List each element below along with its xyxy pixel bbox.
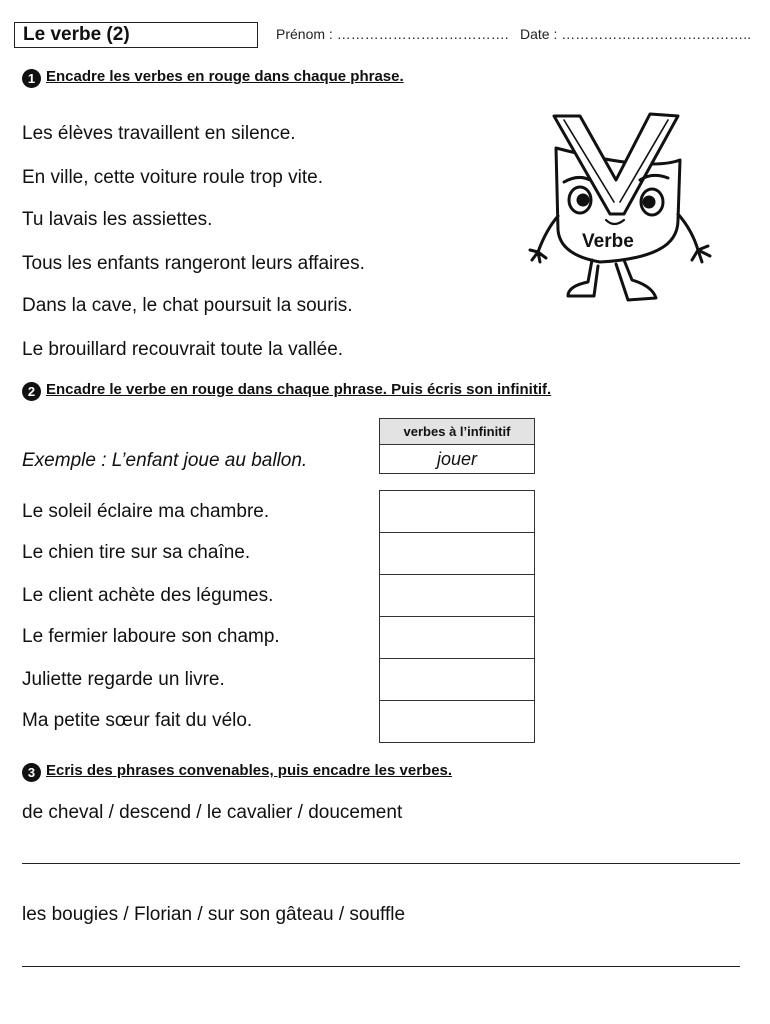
s2-sentence-4[interactable]: Le fermier laboure son champ. — [22, 626, 280, 647]
s2-sentence-1[interactable]: Le soleil éclaire ma chambre. — [22, 501, 270, 522]
date-field[interactable]: Date : ………………………………….. — [520, 26, 752, 42]
infinitive-answer-box-1[interactable] — [379, 490, 535, 533]
s1-sentence-4[interactable]: Tous les enfants rangeront leurs affaires. — [22, 253, 365, 274]
example-answer: jouer — [379, 445, 535, 474]
infinitive-answer-box-2[interactable] — [379, 532, 535, 575]
s3-prompt-2: les bougies / Florian / sur son gâteau / souffle — [22, 904, 406, 925]
s2-sentence-3[interactable]: Le client achète des légumes. — [22, 585, 274, 606]
s2-sentence-2[interactable]: Le chien tire sur sa chaîne. — [22, 542, 251, 563]
prenom-field[interactable]: Prénom : ………………………………. — [276, 26, 509, 42]
s3-answer-line-1[interactable] — [22, 863, 740, 864]
section2-instruction: Encadre le verbe en rouge dans chaque phrase. Puis écris son infinitif. — [46, 381, 552, 398]
section3-instruction: Ecris des phrases convenables, puis encadre les verbes. — [46, 762, 453, 779]
example-sentence: Exemple : L’enfant joue au ballon. — [22, 450, 308, 471]
section3-heading — [22, 762, 452, 782]
section1-number: 1 — [22, 69, 41, 88]
section2-number: 2 — [22, 382, 41, 401]
verbe-mascot-illustration — [528, 110, 714, 305]
mascot-label: Verbe — [582, 231, 634, 252]
section1-heading — [22, 68, 404, 88]
s1-sentence-1[interactable]: Les élèves travaillent en silence. — [22, 123, 296, 144]
section1-instruction: Encadre les verbes en rouge dans chaque phrase. — [46, 68, 404, 85]
s1-sentence-3[interactable]: Tu lavais les assiettes. — [22, 209, 213, 230]
section2-heading — [22, 381, 551, 401]
s3-answer-line-2[interactable] — [22, 966, 740, 967]
infinitive-answer-box-4[interactable] — [379, 616, 535, 659]
s1-sentence-2[interactable]: En ville, cette voiture roule trop vite. — [22, 167, 323, 188]
section3-number: 3 — [22, 763, 41, 782]
infinitive-column-header: verbes à l’infinitif — [379, 418, 535, 445]
s3-prompt-1: de cheval / descend / le cavalier / doucement — [22, 802, 403, 823]
s2-sentence-6[interactable]: Ma petite sœur fait du vélo. — [22, 710, 253, 731]
infinitive-answer-box-3[interactable] — [379, 574, 535, 617]
s2-sentence-5[interactable]: Juliette regarde un livre. — [22, 669, 225, 690]
infinitive-answer-box-6[interactable] — [379, 700, 535, 743]
s1-sentence-5[interactable]: Dans la cave, le chat poursuit la souris. — [22, 295, 353, 316]
page-title: Le verbe (2) — [14, 22, 258, 48]
infinitive-answer-box-5[interactable] — [379, 658, 535, 701]
s1-sentence-6[interactable]: Le brouillard recouvrait toute la vallée. — [22, 339, 344, 360]
